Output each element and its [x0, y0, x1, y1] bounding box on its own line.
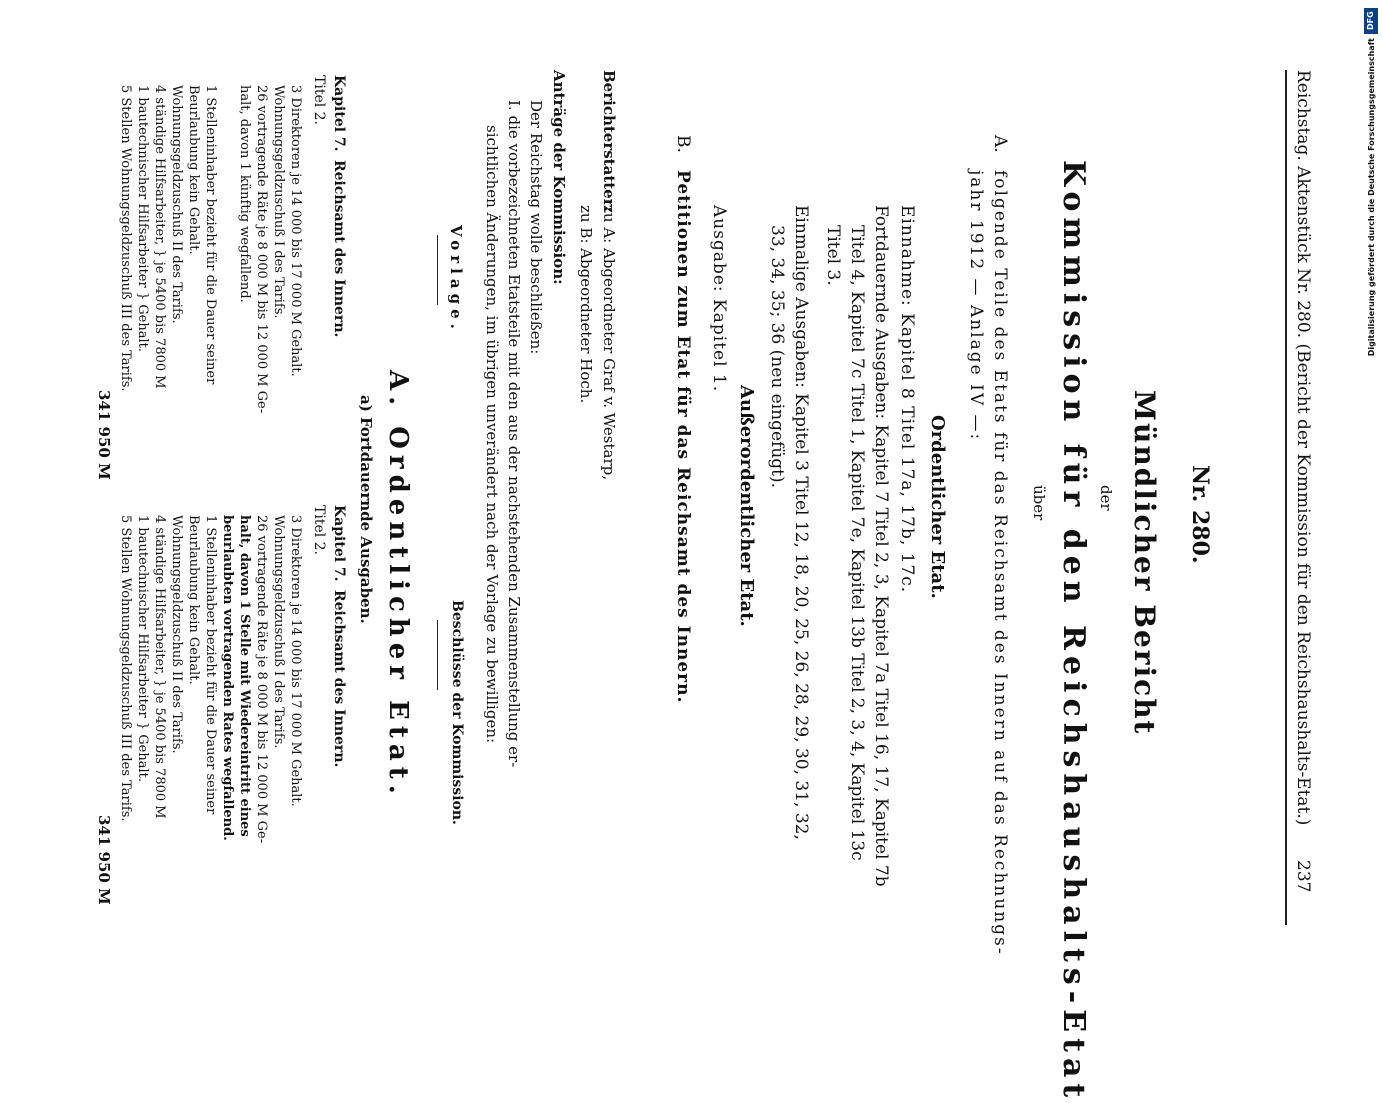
- vorlage-rule: [437, 235, 438, 305]
- column-line: 4 ständige Hilfsarbeiter, } je 5400 bis 7800 M: [152, 85, 167, 389]
- antraege-item1: I. die vorbezeichneten Etatsteile mit den aus der nachstehenden Zusammenstellung er-: [505, 100, 523, 768]
- title-ueber: über: [1030, 485, 1048, 521]
- column-line: halt, davon 1 Stelle mit Wiedereintritt eines: [237, 515, 252, 837]
- etat-subheading: a) Fortdauernde Ausgaben.: [357, 395, 375, 624]
- berichterstatter-a: zu A: Abgeordneter Graf v. Westarp,: [600, 205, 618, 481]
- antraege-heading: Anträge der Kommission:: [550, 70, 568, 285]
- column-line: 5 Stellen Wohnungsgeldzuschuß III des Tarifs.: [118, 515, 133, 822]
- beschluesse-rule: [437, 620, 438, 690]
- fortdauernde-line1: Fortdauernde Ausgaben: Kapitel 7 Titel 2, 3, Kapitel 7a Titel 16, 17, Kapitel 7b: [871, 205, 891, 887]
- right-titel: Titel 2.: [311, 505, 327, 556]
- page-number: 237: [1293, 860, 1313, 893]
- dfg-logo: DFG: [1364, 8, 1378, 34]
- einnahme-line: Einnahme: Kapitel 8 Titel 17a, 17b, 17c.: [897, 205, 917, 594]
- berichterstatter-label: Berichterstatter:: [600, 70, 618, 213]
- column-line: 3 Direktoren je 14 000 bis 17 000 M Gehalt.: [288, 85, 303, 377]
- column-line: Beurlaubung kein Gehalt.: [186, 85, 201, 255]
- column-line: 1 bautechnischer Hilfsarbeiter } Gehalt.: [135, 85, 150, 352]
- column-line: Wohnungsgeldzuschuß II des Tarifs.: [169, 515, 184, 754]
- column-line: 4 ständige Hilfsarbeiter, } je 5400 bis 7800 M: [152, 515, 167, 819]
- section-b-letter: B.: [673, 135, 693, 153]
- document-number: Nr. 280.: [1187, 465, 1213, 564]
- column-line: 26 vortragende Räte je 8 000 M bis 12 000 M Ge-: [254, 515, 269, 844]
- section-a-line1: folgende Teile des Etats für das Reichsamt des Innern auf das Rechnungs-: [990, 170, 1010, 956]
- beschluesse-heading: Beschlüsse der Kommission.: [449, 600, 465, 825]
- left-kapitel: Kapitel 7.: [331, 75, 347, 152]
- section-a-line2: jahr 1912 — Anlage IV —:: [966, 170, 986, 442]
- column-line: 1 Stelleninhaber bezieht für die Dauer seiner: [203, 85, 218, 385]
- dfg-credit-text: Digitalisierung gefördert durch die Deutsche Forschungsgemeinschaft: [1367, 38, 1376, 357]
- antraege-item2: sichtlichen Änderungen, im übrigen unverändert nach der Vorlage zu bewilligen:: [483, 125, 501, 744]
- antraege-intro: Der Reichstag wolle beschließen:: [527, 100, 545, 355]
- title-der: der: [1097, 485, 1115, 511]
- left-amt: Reichsamt des Innern.: [331, 160, 347, 338]
- right-total: 341 950 M: [95, 815, 113, 905]
- column-line: beurlaubten vortragenden Rates wegfallend.: [220, 515, 235, 841]
- ordentlicher-heading: Ordentlicher Etat.: [927, 415, 948, 599]
- einmalige-line2: 33, 34, 35; 36 (neu eingefügt).: [767, 225, 787, 489]
- ausgabe-line: Ausgabe: Kapitel 1.: [709, 205, 729, 393]
- section-b-text: Petitionen zum Etat für das Reichsamt des Innern.: [673, 170, 693, 704]
- commission-title: Kommission für den Reichshaushalts-Etat: [1056, 160, 1091, 1103]
- report-title: Mündlicher Bericht: [1128, 390, 1161, 736]
- vorlage-heading: Vorlage.: [447, 225, 465, 334]
- etat-heading: A. Ordentlicher Etat.: [383, 370, 413, 800]
- left-total: 341 950 M: [95, 390, 113, 480]
- column-line: 3 Direktoren je 14 000 bis 17 000 M Gehalt.: [288, 515, 303, 807]
- column-line: Wohnungsgeldzuschuß II des Tarifs.: [169, 85, 184, 324]
- column-line: 1 Stelleninhaber bezieht für die Dauer seiner: [203, 515, 218, 815]
- column-line: 26 vortragende Räte je 8 000 M bis 12 000 M Ge-: [254, 85, 269, 414]
- fortdauernde-line2: Titel 4, Kapitel 7c Titel 1, Kapitel 7e, Kapitel 13b Titel 2, 3, 4, Kapitel 13c: [847, 225, 867, 861]
- dfg-credit-strip: [1357, 0, 1383, 1000]
- column-line: Beurlaubung kein Gehalt.: [186, 515, 201, 685]
- column-line: 5 Stellen Wohnungsgeldzuschuß III des Tarifs.: [118, 85, 133, 392]
- header-rule: [1285, 70, 1287, 925]
- column-line: Wohnungsgeldzuschuß I des Tarifs.: [271, 515, 286, 749]
- ausserordentlicher-heading: Außerordentlicher Etat.: [736, 385, 757, 627]
- section-a-letter: A.: [990, 135, 1010, 153]
- column-line: halt, davon 1 künftig wegfallend.: [237, 85, 252, 303]
- einmalige-line1: Einmalige Ausgaben: Kapitel 3 Titel 12, 18, 20, 25, 26, 28, 29, 30, 31, 32,: [791, 205, 811, 840]
- left-titel: Titel 2.: [311, 75, 327, 126]
- right-amt: Reichsamt des Innern.: [331, 590, 347, 768]
- right-kapitel: Kapitel 7.: [331, 505, 347, 582]
- column-line: Wohnungsgeldzuschuß I des Tarifs.: [271, 85, 286, 319]
- running-header: Reichstag. Aktenstück Nr. 280. (Bericht der Kommission für den Reichshaushalts-Etat.): [1293, 70, 1313, 826]
- fortdauernde-line3: Titel 3.: [823, 225, 843, 286]
- column-line: 1 bautechnischer Hilfsarbeiter } Gehalt.: [135, 515, 150, 782]
- berichterstatter-b: zu B: Abgeordneter Hoch.: [577, 205, 595, 404]
